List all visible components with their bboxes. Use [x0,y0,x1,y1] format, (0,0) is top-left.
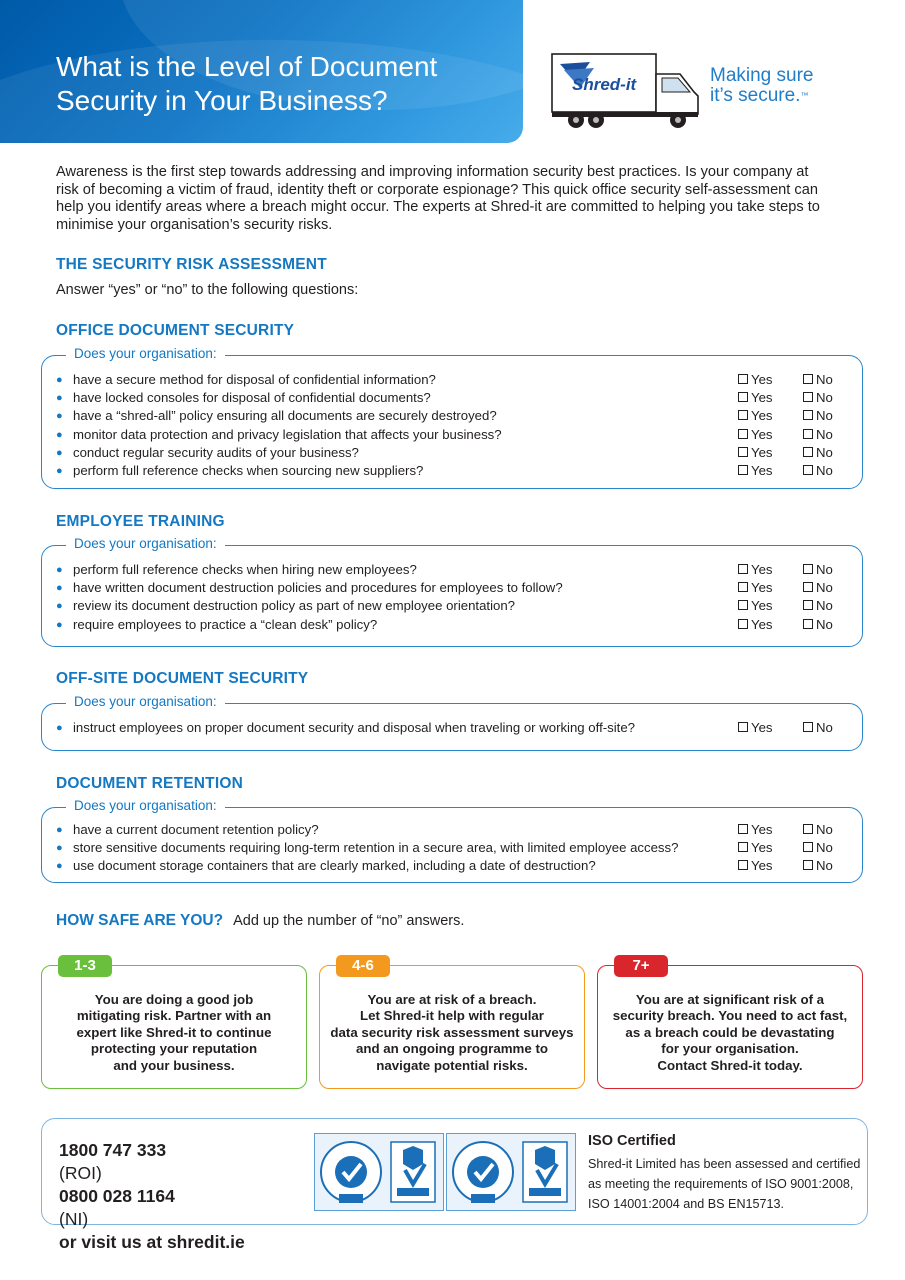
bullet-icon: ● [56,618,63,631]
question-row [56,462,848,480]
checkbox-icon [738,600,748,610]
question-row [56,579,848,597]
how-safe-instruction: Add up the number of “no” answers. [233,913,465,929]
risk-text-line: You are at risk of a breach. [367,992,537,1007]
question-text: review its document destruction policy as part of new employee orientation? [73,598,516,614]
risk-text-line: and your business. [113,1057,235,1073]
bullet-icon: ● [56,446,63,459]
yes-label: Yes [751,462,773,478]
bullet-icon: ● [56,860,63,873]
no-label: No [816,408,833,424]
no-checkbox[interactable] [803,616,833,634]
bullet-icon: ● [56,582,63,595]
risk-text-line: You are at significant risk of a [635,992,825,1007]
question-text: store sensitive documents requiring long-term retention in a secure area, with limited employee access? [73,840,679,856]
question-text: perform full reference checks when sourcing new suppliers? [73,462,424,478]
page-title [56,50,496,118]
checkbox-icon [803,582,813,592]
risk-text-line: for your organisation. [661,1041,799,1057]
question-box-label: Does your organisation: [66,694,225,710]
question-text: monitor data protection and privacy legislation that affects your business? [73,426,502,442]
risk-text-line: expert like Shred-it to continue [76,1024,272,1040]
yes-checkbox[interactable] [738,462,773,480]
yes-checkbox[interactable] [738,597,773,615]
yes-checkbox[interactable] [738,444,773,462]
contact-details [59,1139,245,1254]
shred-it-truck-logo [550,52,702,130]
question-box-employee [41,536,863,647]
question-row [56,839,848,857]
phone-ni[interactable]: 0800 028 1164 [59,1186,175,1206]
yes-checkbox[interactable] [738,616,773,634]
tagline-line-2: it’s secure. [710,85,801,106]
question-row [56,426,848,444]
question-text: conduct regular security audits of your business? [73,444,359,460]
yes-label: Yes [751,408,773,424]
no-checkbox[interactable] [803,857,833,875]
risk-text-line: mitigating risk. Partner with an [76,1008,272,1024]
iso-certified-heading: ISO Certified [588,1133,676,1149]
checkbox-icon [803,824,813,834]
no-checkbox[interactable] [803,426,833,444]
certification-badge-quality [446,1133,576,1211]
tagline [710,66,814,106]
no-checkbox[interactable] [803,821,833,839]
bullet-icon: ● [56,392,63,405]
risk-text-line: security breach. You need to act fast, [612,1008,848,1024]
intro-paragraph: Awareness is the first step towards addressing and improving information security best practices. Is your company at risk of becoming a victim of fraud, identity theft or corporate espionage? This quick office security self-assessment can help you identify areas where a breach might occur. The experts at Shred-it are committed to helping you take steps to minimise your organisation’s security risks. [56,164,820,233]
certification-badge-environmental [314,1133,444,1211]
no-checkbox[interactable] [803,389,833,407]
question-box-label: Does your organisation: [66,346,225,362]
question-list [56,561,848,634]
iso-certified-text: Shred-it Limited has been assessed and certified as meeting the requirements of ISO 9001:2008, ISO 14001:2004 and BS EN15713. [588,1157,861,1211]
risk-text-line: protecting your reputation [90,1041,258,1057]
yes-label: Yes [751,426,773,442]
yes-checkbox[interactable] [738,561,773,579]
risk-range-tab: 4-6 [336,955,390,977]
phone-roi[interactable]: 1800 747 333 [59,1140,167,1160]
section-heading: OFFICE DOCUMENT SECURITY [56,322,295,339]
yes-label: Yes [751,616,773,632]
checkbox-icon [803,600,813,610]
no-label: No [816,390,833,406]
yes-checkbox[interactable] [738,371,773,389]
question-text: have written document destruction policies and procedures for employees to follow? [73,580,563,596]
no-checkbox[interactable] [803,839,833,857]
no-checkbox[interactable] [803,371,833,389]
yes-checkbox[interactable] [738,719,773,737]
question-row [56,371,848,389]
risk-range-tab: 7+ [614,955,668,977]
yes-label: Yes [751,562,773,577]
checkbox-icon [738,429,748,439]
yes-label: Yes [751,372,773,387]
bullet-icon: ● [56,564,63,576]
yes-label: Yes [751,580,773,596]
checkbox-icon [738,619,748,629]
risk-text-line: You are doing a good job [94,992,254,1007]
question-list [56,719,848,737]
yes-checkbox[interactable] [738,821,773,839]
no-label: No [816,580,833,596]
risk-card-low [41,957,307,1089]
yes-checkbox[interactable] [738,579,773,597]
question-text: have a current document retention policy? [73,822,319,837]
section-heading: EMPLOYEE TRAINING [56,513,225,530]
no-label: No [816,598,833,614]
yes-checkbox[interactable] [738,857,773,875]
checkbox-icon [738,374,748,384]
question-text: perform full reference checks when hiring new employees? [73,562,417,577]
no-label: No [816,822,833,837]
checkbox-icon [738,842,748,852]
checkbox-icon [803,447,813,457]
no-label: No [816,616,833,632]
checkbox-icon [738,824,748,834]
checkbox-icon [738,860,748,870]
question-list [56,821,848,876]
question-box-office [41,346,863,489]
title-line-2: Security in Your Business? [56,85,388,116]
question-box-retention [41,798,863,883]
tagline-line-1: Making sure [710,65,814,86]
bullet-icon: ● [56,824,63,836]
no-label: No [816,858,833,874]
question-row [56,597,848,615]
risk-text-line: Let Shred-it help with regular [360,1008,544,1024]
question-box-label: Does your organisation: [66,798,225,814]
yes-checkbox[interactable] [738,389,773,407]
question-text: have a “shred-all” policy ensuring all documents are securely destroyed? [73,408,497,424]
question-box-label: Does your organisation: [66,536,225,552]
question-row [56,616,848,634]
no-checkbox[interactable] [803,462,833,480]
section-heading: DOCUMENT RETENTION [56,775,244,792]
risk-text [330,992,574,1074]
question-row [56,857,848,875]
no-label: No [816,720,833,735]
sgs-ukas-seal-icon [447,1134,575,1210]
question-text: instruct employees on proper document security and disposal when traveling or working off-site? [73,720,635,735]
no-label: No [816,444,833,460]
risk-text-line: navigate potential risks. [376,1057,528,1073]
yes-checkbox[interactable] [738,407,773,425]
question-text: use document storage containers that are clearly marked, including a date of destruction? [73,858,596,874]
assessment-instruction: Answer “yes” or “no” to the following questions: [56,282,359,298]
checkbox-icon [803,465,813,475]
question-text: have a secure method for disposal of confidential information? [73,372,436,387]
checkbox-icon [803,374,813,384]
website-link[interactable]: or visit us at shredit.ie [59,1232,245,1252]
risk-text [608,992,852,1074]
sgs-ukas-seal-icon [315,1134,443,1210]
checkbox-icon [803,619,813,629]
risk-text-line: Contact Shred-it today. [657,1057,803,1073]
checkbox-icon [803,722,813,732]
checkbox-icon [738,447,748,457]
yes-label: Yes [751,444,773,460]
phone-roi-region: (ROI) [59,1163,102,1183]
bullet-icon: ● [56,464,63,477]
phone-ni-region: (NI) [59,1209,89,1229]
bullet-icon: ● [56,600,63,613]
question-row [56,821,848,839]
question-row [56,444,848,462]
risk-card-high [597,957,863,1089]
no-checkbox[interactable] [803,719,833,737]
no-label: No [816,426,833,442]
checkbox-icon [738,410,748,420]
checkbox-icon [803,392,813,402]
checkbox-icon [738,564,748,574]
section-heading: OFF-SITE DOCUMENT SECURITY [56,670,309,687]
yes-label: Yes [751,840,773,856]
how-safe-heading: HOW SAFE ARE YOU? [56,912,224,929]
bullet-icon: ● [56,842,63,855]
how-safe-line [56,912,464,930]
yes-label: Yes [751,390,773,406]
footer-contact-box [41,1118,868,1252]
title-line-1: What is the Level of Document [56,51,438,82]
risk-text-line: data security risk assessment surveys [330,1024,574,1040]
checkbox-icon [803,860,813,870]
checkbox-icon [803,564,813,574]
no-label: No [816,840,833,856]
yes-label: Yes [751,598,773,614]
risk-range-tab: 1-3 [58,955,112,977]
risk-text-line: and an ongoing programme to [355,1041,549,1057]
risk-text-line: as a breach could be devastating [625,1024,835,1040]
no-label: No [816,372,833,387]
trademark: ™ [800,91,809,100]
assessment-heading: THE SECURITY RISK ASSESSMENT [56,256,327,273]
no-checkbox[interactable] [803,407,833,425]
yes-checkbox[interactable] [738,426,773,444]
checkbox-icon [803,429,813,439]
question-list [56,371,848,480]
question-row [56,407,848,425]
no-checkbox[interactable] [803,444,833,462]
checkbox-icon [738,465,748,475]
no-checkbox[interactable] [803,579,833,597]
checkbox-icon [803,410,813,420]
checkbox-icon [738,582,748,592]
checkbox-icon [738,392,748,402]
yes-label: Yes [751,822,773,837]
truck-logo-text: Shred-it [572,75,637,94]
no-label: No [816,562,833,577]
risk-card-medium [319,957,585,1089]
question-row [56,389,848,407]
question-row [56,719,848,737]
bullet-icon: ● [56,722,63,734]
no-checkbox[interactable] [803,597,833,615]
checkbox-icon [738,722,748,732]
yes-label: Yes [751,858,773,874]
checkbox-icon [803,842,813,852]
question-row [56,561,848,579]
risk-text [52,992,296,1074]
question-text: have locked consoles for disposal of confidential documents? [73,390,431,406]
yes-label: Yes [751,720,773,735]
no-label: No [816,462,833,478]
question-text: require employees to practice a “clean desk” policy? [73,616,378,632]
question-box-offsite [41,694,863,751]
bullet-icon: ● [56,428,63,441]
yes-checkbox[interactable] [738,839,773,857]
no-checkbox[interactable] [803,561,833,579]
bullet-icon: ● [56,374,63,386]
bullet-icon: ● [56,410,63,423]
